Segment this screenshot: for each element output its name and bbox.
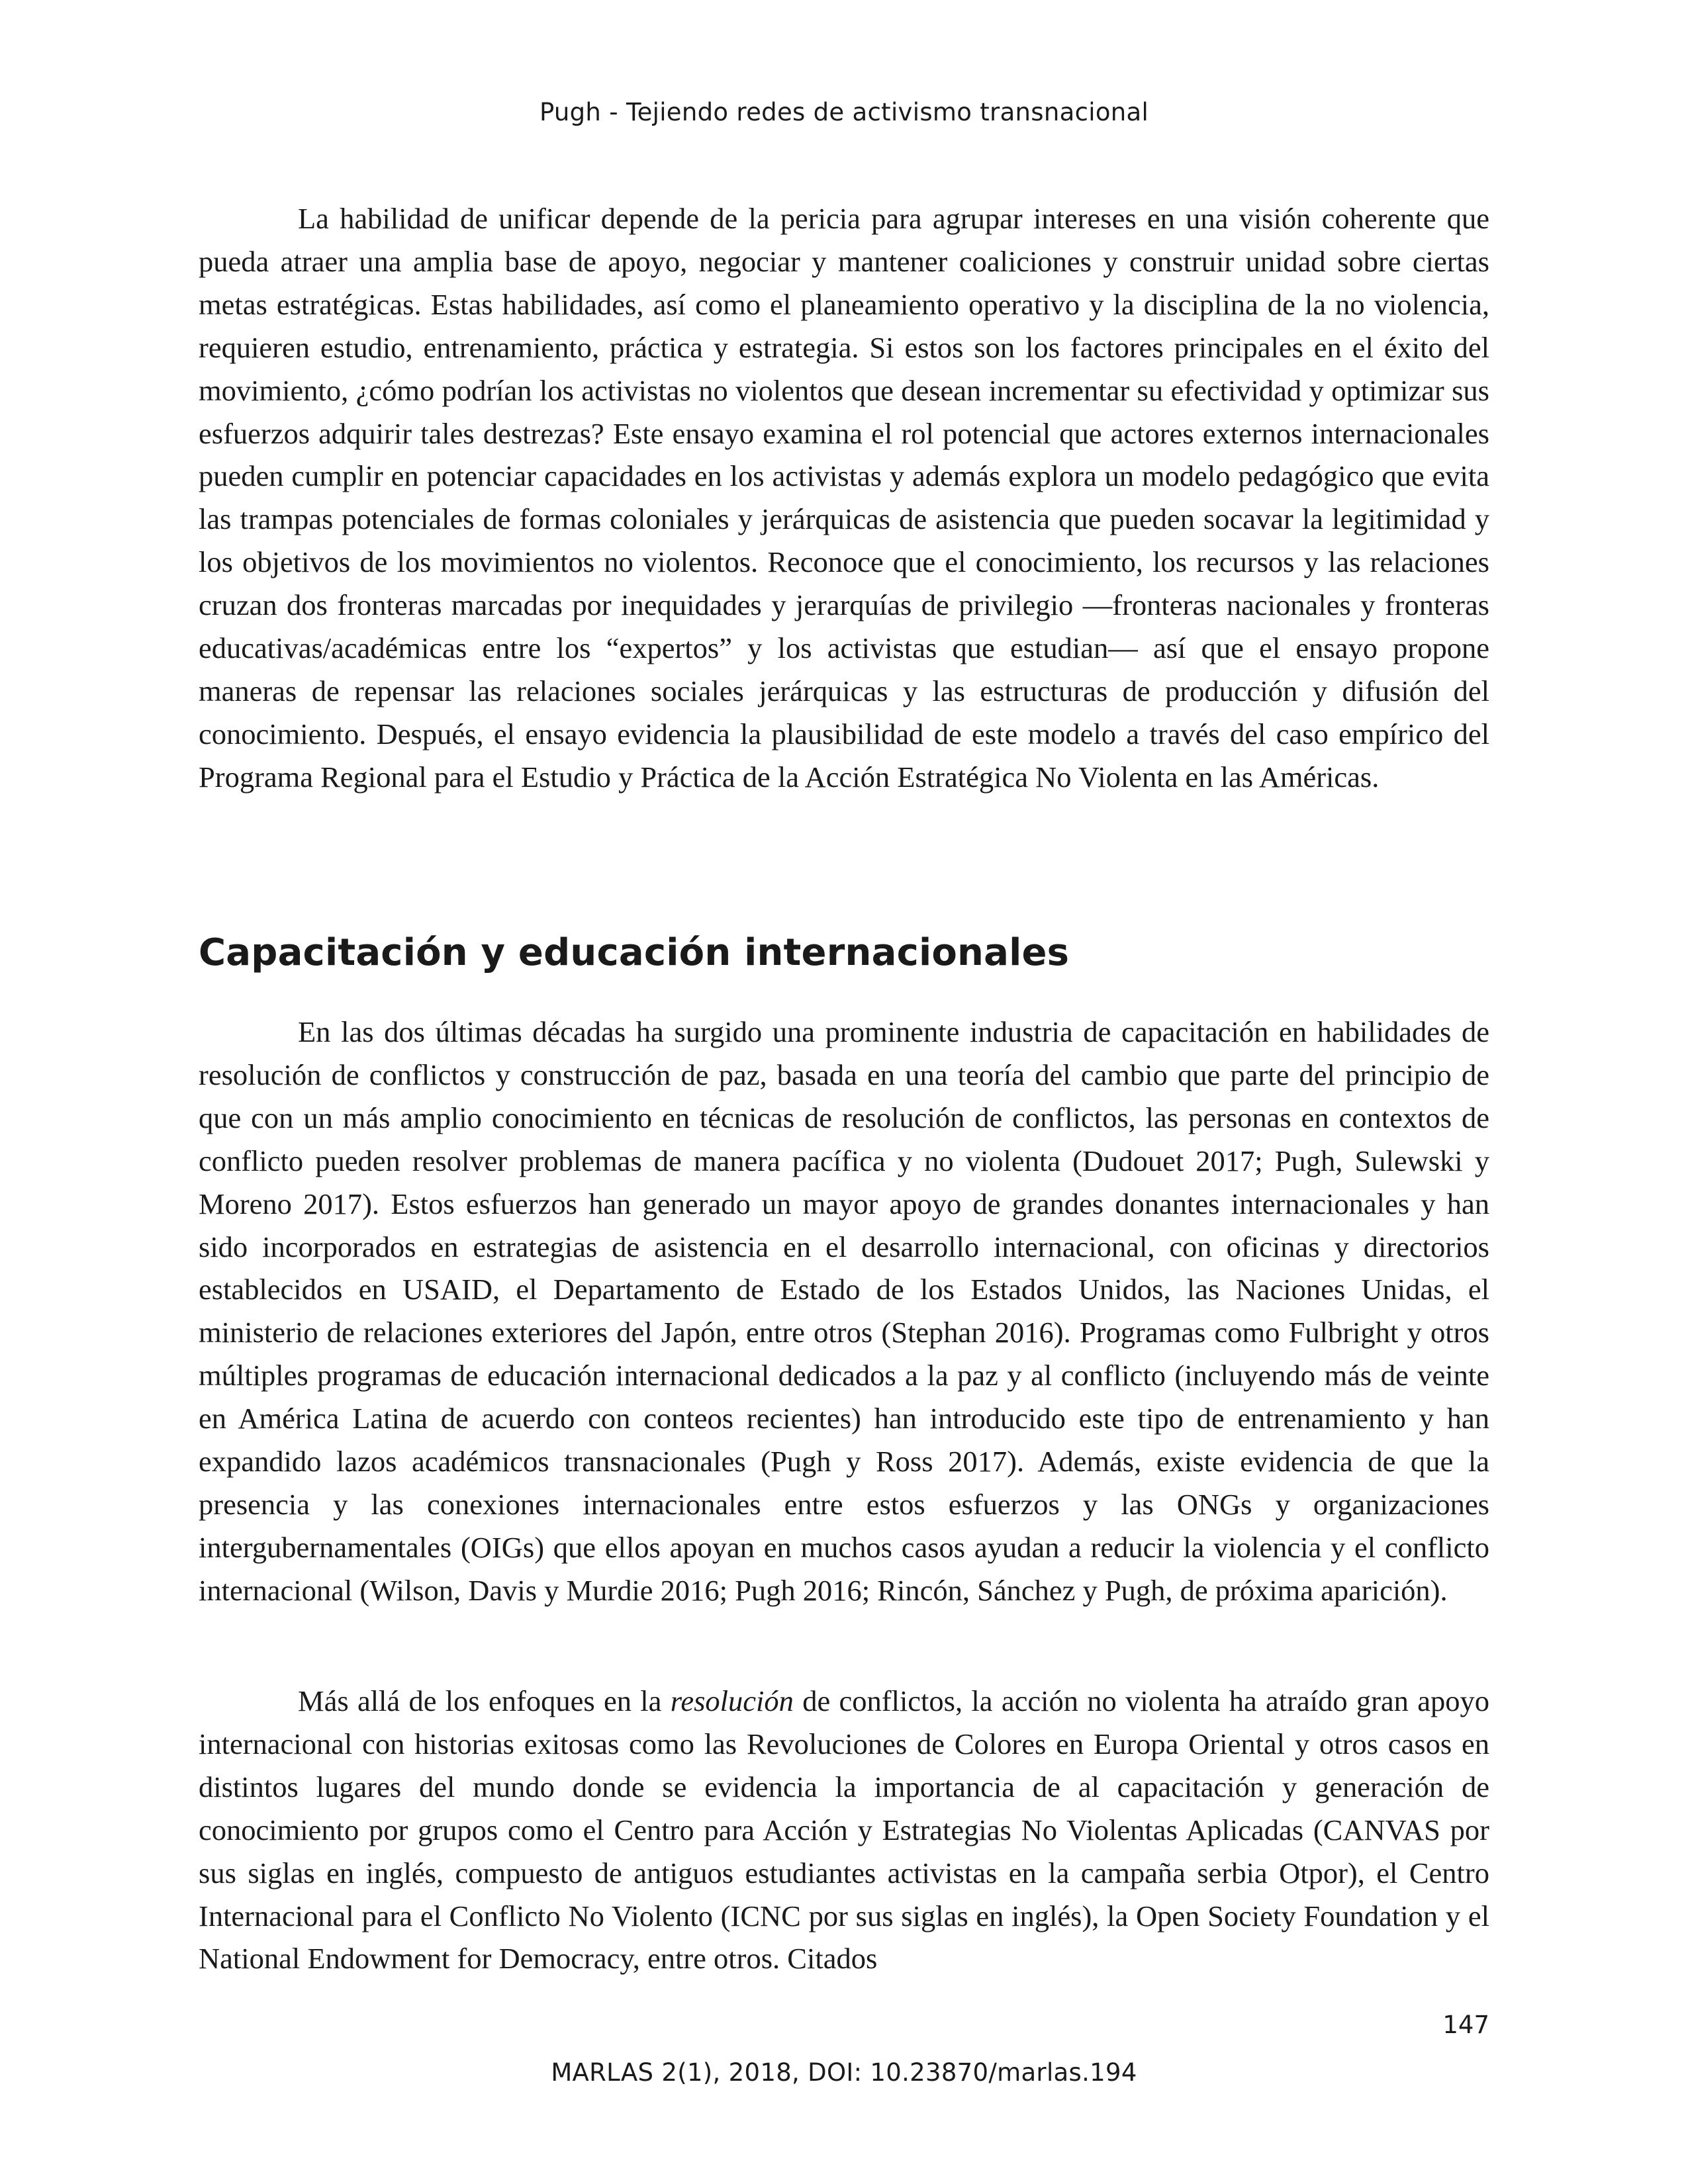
- italic-term: resolución: [670, 1684, 794, 1717]
- section-heading: Capacitación y educación internacionales: [199, 931, 1070, 974]
- paragraph-training-industry: [199, 1011, 1489, 1612]
- paragraph-nonviolent-action: [199, 1680, 1489, 1980]
- citation-footer: MARLAS 2(1), 2018, DOI: 10.23870/marlas.194: [551, 2058, 1137, 2087]
- paragraph-text-start: Más allá de los enfoques en la: [298, 1684, 671, 1717]
- paragraph-text-rest: de conflictos, la acción no violenta ha atraído gran apoyo internacional con historias exitosas como las Revoluciones de Colores en Europa Oriental y otros casos en distintos lugares del mundo donde se evidencia la importancia de al capacitación y generación de conocimiento por grupos como el Centro para Acción y Estrategias No Violentas Aplicadas (CANVAS por sus siglas en inglés, compuesto de antiguos estudiantes activistas en la campaña serbia Otpor), el Centro Internacional para el Conflicto No Violento (ICNC por sus siglas en inglés), la Open Society Foundation y el National Endowment for Democracy, entre otros. Citados: [199, 1684, 1489, 1976]
- paragraph-training-industry-text: En las dos últimas décadas ha surgido una prominente industria de capacitación en habilidades de resolución de conflictos y construcción de paz, basada en una teoría del cambio que parte del principio de que con un más amplio conocimiento en técnicas de resolución de conflictos, las personas en contextos de conflicto pueden resolver problemas de manera pacífica y no violenta (Dudouet 2017; Pugh, Sulewski y Moreno 2017). Estos esfuerzos han generado un mayor apoyo de grandes donantes internacionales y han sido incorporados en estrategias de asistencia en el desarrollo internacional, con oficinas y directorios establecidos en USAID, el Departamento de Estado de los Estados Unidos, las Naciones Unidas, el ministerio de relaciones exteriores del Japón, entre otros (Stephan 2016). Programas como Fulbright y otros múltiples programas de educación internacional dedicados a la paz y al conflicto (incluyendo más de veinte en América Latina de acuerdo con conteos recientes) han introducido este tipo de entrenamiento y han expandido lazos académicos transnacionales (Pugh y Ross 2017). Además, existe evidencia de que la presencia y las conexiones internacionales entre estos esfuerzos y las ONGs y organizaciones intergubernamentales (OIGs) que ellos apoyan en muchos casos ayudan a reducir la violencia y el conflicto internacional (Wilson, Davis y Murdie 2016; Pugh 2016; Rincón, Sánchez y Pugh, de próxima aparición).: [199, 1015, 1489, 1607]
- paragraph-intro: [199, 197, 1489, 799]
- page-number: 147: [1442, 2011, 1489, 2039]
- paragraph-intro-text: La habilidad de unificar depende de la pericia para agrupar intereses en una visión coherente que pueda atraer una amplia base de apoyo, negociar y mantener coaliciones y construir unidad sobre ciertas metas estratégicas. Estas habilidades, así como el planeamiento operativo y la disciplina de la no violencia, requieren estudio, entrenamiento, práctica y estrategia. Si estos son los factores principales en el éxito del movimiento, ¿cómo podrían los activistas no violentos que desean incrementar su efectividad y optimizar sus esfuerzos adquirir tales destrezas? Este ensayo examina el rol potencial que actores externos internacionales pueden cumplir en potenciar capacidades en los activistas y además explora un modelo pedagógico que evita las trampas potenciales de formas coloniales y jerárquicas de asistencia que pueden socavar la legitimidad y los objetivos de los movimientos no violentos. Reconoce que el conocimiento, los recursos y las relaciones cruzan dos fronteras marcadas por inequidades y jerarquías de privilegio —fronteras nacionales y fronteras educativas/académicas entre los “expertos” y los activistas que estudian— así que el ensayo propone maneras de repensar las relaciones sociales jerárquicas y las estructuras de producción y difusión del conocimiento. Después, el ensayo evidencia la plausibilidad de este modelo a través del caso empírico del Programa Regional para el Estudio y Práctica de la Acción Estratégica No Violenta en las Américas.: [199, 202, 1489, 794]
- running-head: Pugh - Tejiendo redes de activismo transnacional: [539, 98, 1149, 126]
